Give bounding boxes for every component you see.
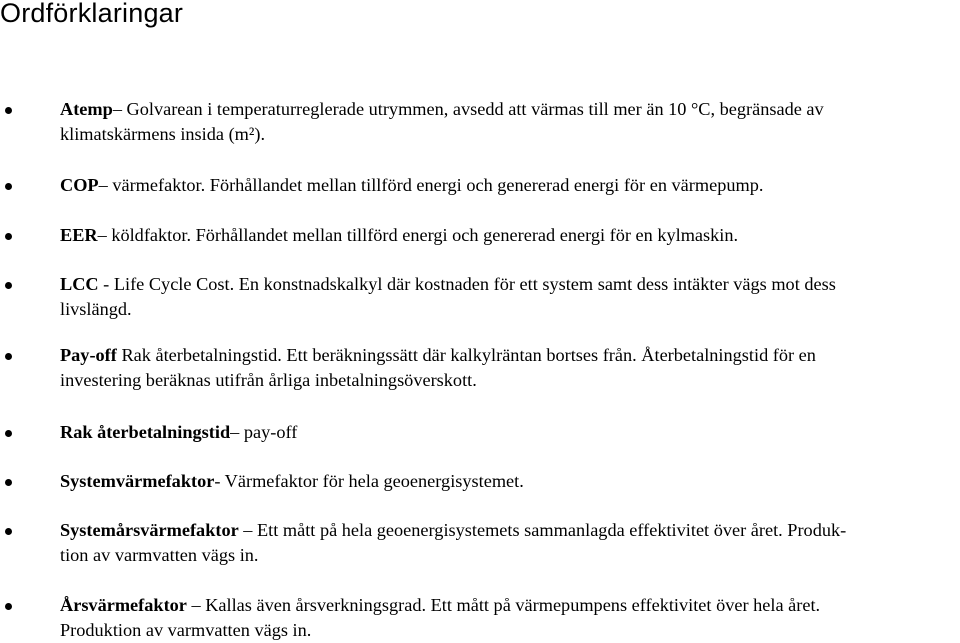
definition-body: värmefaktor. Förhållandet mellan tillförd energi och genererad energi för en värmepump.: [112, 175, 764, 195]
definition-term: Pay-off: [60, 345, 117, 365]
definition-body: Ett mått på hela geoenergisystemets sammanlagda effektivitet över året. Produk- tion av varmvatten vägs in.: [60, 520, 847, 565]
definition-body: Kallas även årsverkningsgrad. Ett mått på värmepumpens effektivitet över hela året. Produktion av varmvatten vägs in.: [60, 595, 821, 640]
definition-term: Årsvärmefaktor: [60, 595, 187, 615]
definition-term: COP: [60, 175, 99, 195]
bullet-icon: [5, 353, 12, 360]
bullet-icon: [5, 479, 12, 486]
definition-separator: –: [98, 175, 113, 195]
definition-text: [60, 97, 955, 147]
definition-body: Life Cycle Cost. En konstnadskalkyl där kostnaden för ett system samt dess intäkter vägs mot dess livslängd.: [60, 274, 836, 319]
bullet-icon: [5, 107, 12, 114]
bullet-icon: [5, 528, 12, 535]
definition-body: Värmefaktor för hela geoenergisystemet.: [224, 471, 524, 491]
definition-body: köldfaktor. Förhållandet mellan tillförd energi och genererad energi för en kylmaskin.: [111, 225, 739, 245]
definition-text: [60, 272, 955, 322]
bullet-icon: [5, 183, 12, 190]
definition-text: [60, 343, 955, 393]
definition-separator: –: [238, 520, 257, 540]
definition-term: EER: [60, 225, 98, 245]
definition-separator: –: [230, 422, 244, 442]
definition-term: Atemp: [60, 99, 113, 119]
definition-term: LCC: [60, 274, 99, 294]
definition-separator: -: [98, 274, 114, 294]
definition-text: [60, 593, 955, 643]
page-title: Ordförklaringar: [0, 0, 184, 28]
bullet-icon: [5, 603, 12, 610]
definition-text: [60, 420, 955, 445]
bullet-icon: [5, 282, 12, 289]
definition-separator: –: [112, 99, 127, 119]
bullet-icon: [5, 233, 12, 240]
definition-body: Golvarean i temperaturreglerade utrymmen, avsedd att värmas till mer än 10 °C, begränsade av klimatskärmens insida (m²).: [60, 99, 824, 144]
definition-term: Systemvärmefaktor: [60, 471, 215, 491]
definition-separator: -: [214, 471, 225, 491]
definition-body: pay-off: [243, 422, 298, 442]
definition-text: [60, 469, 955, 494]
definition-text: [60, 518, 955, 568]
definition-text: [60, 223, 955, 248]
definition-term: Systemårsvärmefaktor: [60, 520, 239, 540]
definition-text: [60, 173, 955, 198]
definition-separator: –: [97, 225, 112, 245]
definition-body: Rak återbetalningstid. Ett beräkningssätt där kalkylräntan bortses från. Återbetalningstid för en investering beräknas utifrån årliga inbetalningsöverskott.: [60, 345, 816, 390]
definition-term: Rak återbetalningstid: [60, 422, 231, 442]
bullet-icon: [5, 430, 12, 437]
definition-separator: –: [186, 595, 206, 615]
